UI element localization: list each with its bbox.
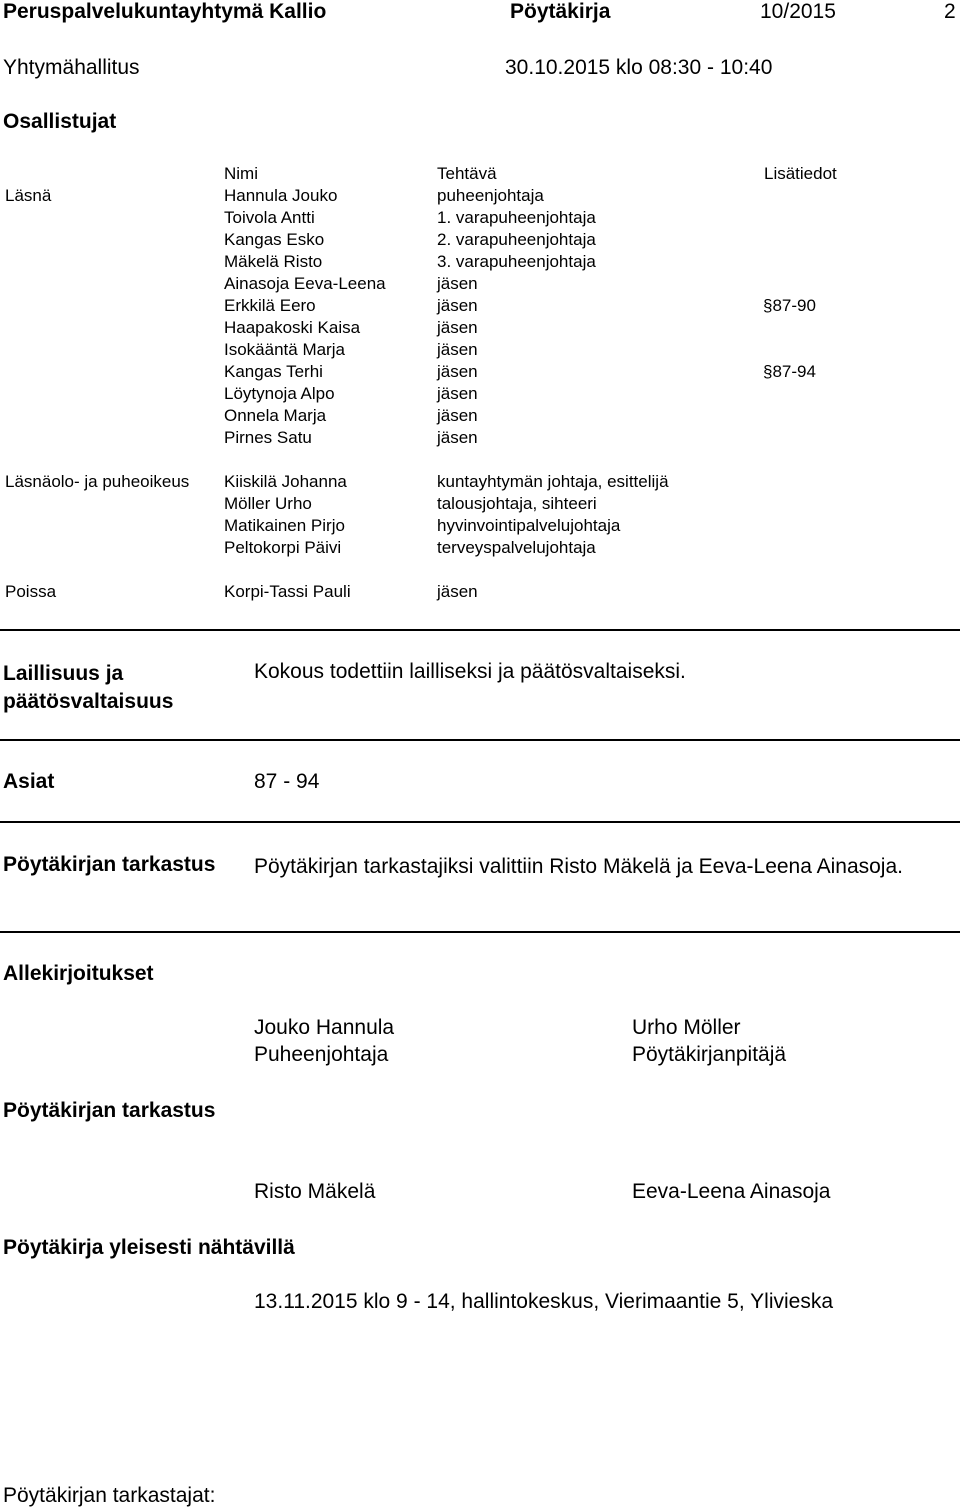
public-text: 13.11.2015 klo 9 - 14, hallintokeskus, Vierimaantie 5, Ylivieska [254, 1290, 834, 1313]
participant-name: Pirnes Satu [224, 428, 312, 447]
page-number: 2 [944, 0, 956, 23]
participant-role: jäsen [437, 274, 478, 293]
secretary-title: Pöytäkirjanpitäjä [632, 1043, 787, 1066]
legality-label: Laillisuus ja päätösvaltaisuus [3, 662, 174, 713]
participant-role: talousjohtaja, sihteeri [437, 494, 597, 513]
review-signatures-label: Pöytäkirjan tarkastus [3, 1099, 216, 1122]
participant-name: Kiiskilä Johanna [224, 472, 347, 491]
participant-role: jäsen [437, 296, 478, 315]
participant-row [0, 339, 960, 361]
participant-role: 2. varapuheenjohtaja [437, 230, 596, 249]
col-role-header: Tehtävä [437, 164, 497, 183]
participant-role: jäsen [437, 362, 478, 381]
organization-name: Peruspalvelukuntayhtymä Kallio [3, 0, 327, 23]
participant-name: Onnela Marja [224, 406, 327, 425]
section-divider [0, 629, 960, 631]
absent-label: Poissa [5, 582, 57, 601]
participant-name: Erkkilä Eero [224, 296, 316, 315]
participant-role: jäsen [437, 428, 478, 447]
participant-role: jäsen [437, 318, 478, 337]
participant-info: §87-90 [763, 296, 816, 315]
participant-row [0, 405, 960, 427]
public-label: Pöytäkirja yleisesti nähtävillä [3, 1236, 295, 1259]
participant-role: kuntayhtymän johtaja, esittelijä [437, 472, 669, 491]
participant-role: 3. varapuheenjohtaja [437, 252, 596, 271]
participant-name: Peltokorpi Päivi [224, 538, 342, 557]
participant-row [0, 317, 960, 339]
participant-role: terveyspalvelujohtaja [437, 538, 596, 557]
items-label: Asiat [3, 770, 55, 793]
participant-name: Isokääntä Marja [224, 340, 345, 359]
participant-row [0, 207, 960, 229]
chair-title: Puheenjohtaja [254, 1043, 389, 1066]
participant-row [0, 295, 960, 317]
section-divider [0, 739, 960, 741]
legality-text: Kokous todettiin lailliseksi ja päätösvaltaiseksi. [254, 660, 686, 683]
speaking-label: Läsnäolo- ja puheoikeus [5, 472, 190, 491]
document-type: Pöytäkirja [510, 0, 611, 23]
participants-title: Osallistujat [3, 110, 117, 133]
present-label: Läsnä [5, 186, 52, 205]
participant-name: Haapakoski Kaisa [224, 318, 361, 337]
participant-row [0, 581, 960, 603]
reviewers-footer-label: Pöytäkirjan tarkastajat: [3, 1484, 216, 1507]
col-name-header: Nimi [224, 164, 258, 183]
participant-info: §87-94 [763, 362, 816, 381]
col-info-header: Lisätiedot [764, 164, 837, 183]
participant-name: Möller Urho [224, 494, 312, 513]
participant-row [0, 251, 960, 273]
participant-row [0, 185, 960, 207]
body-name: Yhtymähallitus [3, 56, 140, 79]
participant-name: Toivola Antti [224, 208, 315, 227]
participant-row [0, 273, 960, 295]
chair-name: Jouko Hannula [254, 1016, 395, 1039]
participant-name: Korpi-Tassi Pauli [224, 582, 351, 601]
review-text: Pöytäkirjan tarkastajiksi valittiin Risto Mäkelä ja Eeva-Leena Ainasoja. [254, 855, 903, 878]
participant-row [0, 537, 960, 559]
participant-row [0, 229, 960, 251]
participant-role: jäsen [437, 406, 478, 425]
participant-row [0, 515, 960, 537]
meeting-datetime: 30.10.2015 klo 08:30 - 10:40 [505, 56, 773, 79]
participant-role: jäsen [437, 340, 478, 359]
participant-role: puheenjohtaja [437, 186, 544, 205]
participant-name: Ainasoja Eeva-Leena [224, 274, 386, 293]
participant-role: hyvinvointipalvelujohtaja [437, 516, 621, 535]
section-divider [0, 821, 960, 823]
participant-row [0, 427, 960, 449]
participant-name: Mäkelä Risto [224, 252, 323, 271]
signatures-label: Allekirjoitukset [3, 962, 154, 985]
participant-name: Matikainen Pirjo [224, 516, 345, 535]
document-number: 10/2015 [760, 0, 836, 23]
participant-role: 1. varapuheenjohtaja [437, 208, 596, 227]
participant-name: Löytynoja Alpo [224, 384, 335, 403]
participant-role: jäsen [437, 384, 478, 403]
participant-row [0, 383, 960, 405]
participant-row [0, 471, 960, 493]
participant-role: jäsen [437, 582, 478, 601]
participant-name: Hannula Jouko [224, 186, 338, 205]
reviewer1-name: Risto Mäkelä [254, 1180, 376, 1203]
participant-name: Kangas Terhi [224, 362, 323, 381]
section-divider [0, 931, 960, 933]
participant-row [0, 361, 960, 383]
items-text: 87 - 94 [254, 770, 320, 793]
reviewer2-name: Eeva-Leena Ainasoja [632, 1180, 831, 1203]
participant-row [0, 493, 960, 515]
review-label: Pöytäkirjan tarkastus [3, 853, 216, 876]
secretary-name: Urho Möller [632, 1016, 741, 1039]
participant-name: Kangas Esko [224, 230, 325, 249]
